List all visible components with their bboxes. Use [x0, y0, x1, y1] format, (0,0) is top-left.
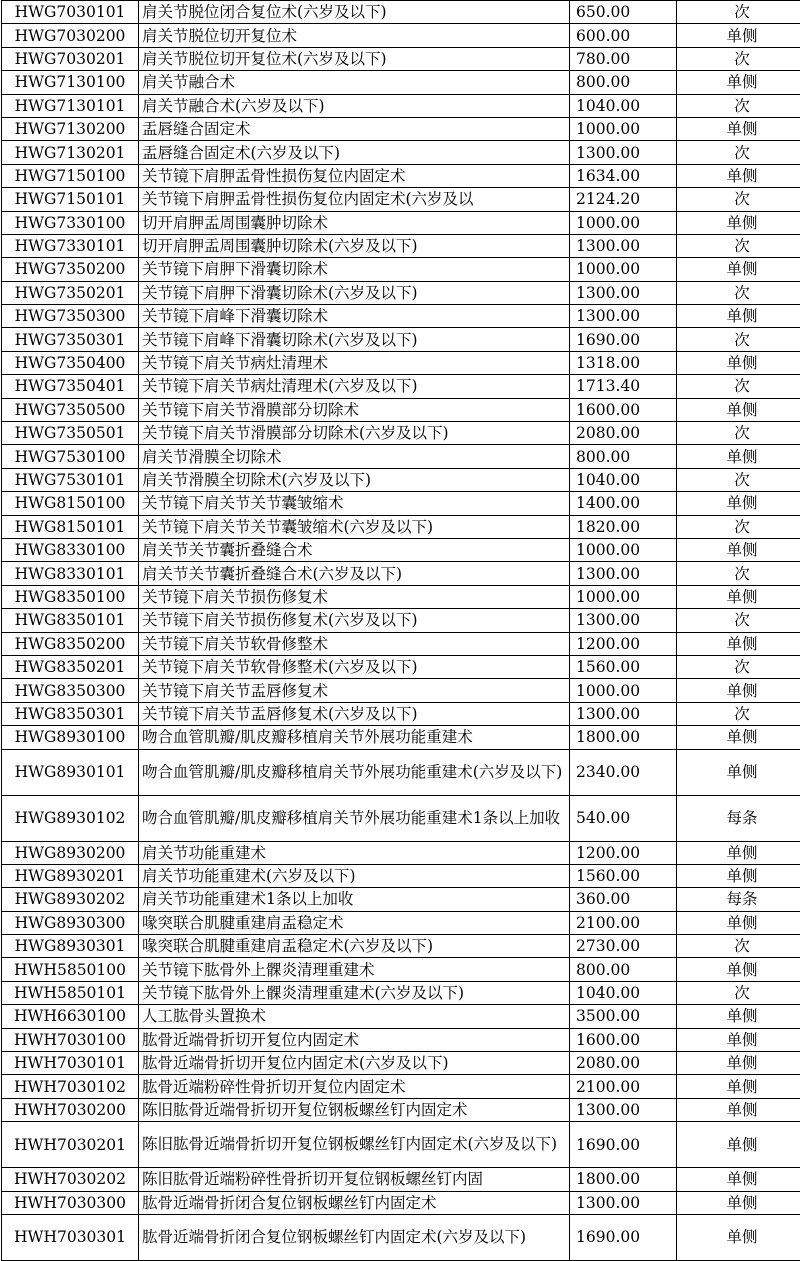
- item-code-cell: HWG8150100: [2, 492, 139, 515]
- item-name-cell: 关节镜下肩关节病灶清理术: [139, 351, 570, 374]
- item-name-cell: 喙突联合肌腱重建肩盂稳定术: [139, 911, 570, 934]
- item-code-cell: HWG7350300: [2, 305, 139, 328]
- item-code-cell: HWH7030100: [2, 1028, 139, 1051]
- item-price-cell: 1560.00: [570, 655, 677, 678]
- item-name-cell: 关节镜下肩关节滑膜部分切除术(六岁及以下): [139, 422, 570, 445]
- table-row: [2, 585, 800, 608]
- table-row: [2, 702, 800, 725]
- item-name-cell: 盂唇缝合固定术(六岁及以下): [139, 141, 570, 164]
- table-row: [2, 841, 800, 864]
- table-row: [2, 24, 800, 47]
- item-price-cell: 1820.00: [570, 515, 677, 538]
- item-unit-cell: 单侧: [677, 1168, 800, 1191]
- item-unit-cell: 每条: [677, 795, 800, 841]
- item-unit-cell: 次: [677, 422, 800, 445]
- item-unit-cell: 单侧: [677, 398, 800, 421]
- item-unit-cell: 每条: [677, 888, 800, 911]
- item-price-cell: 1000.00: [570, 211, 677, 234]
- item-code-cell: HWG8350101: [2, 609, 139, 632]
- item-unit-cell: 单侧: [677, 841, 800, 864]
- table-row: [2, 164, 800, 187]
- item-name-cell: 肱骨近端骨折闭合复位钢板螺丝钉内固定术: [139, 1191, 570, 1214]
- item-price-cell: 1000.00: [570, 538, 677, 561]
- item-name-cell: 关节镜下肩关节关节囊皱缩术(六岁及以下): [139, 515, 570, 538]
- item-name-cell: 切开肩胛盂周围囊肿切除术(六岁及以下): [139, 234, 570, 257]
- table-row: [2, 632, 800, 655]
- item-name-cell: 肱骨近端粉碎性骨折切开复位内固定术: [139, 1075, 570, 1098]
- item-code-cell: HWG8350300: [2, 679, 139, 702]
- item-code-cell: HWG8350201: [2, 655, 139, 678]
- item-unit-cell: 单侧: [677, 679, 800, 702]
- table-row: [2, 47, 800, 70]
- item-code-cell: HWH5850100: [2, 958, 139, 981]
- item-unit-cell: 次: [677, 94, 800, 117]
- item-price-cell: 1560.00: [570, 864, 677, 887]
- item-name-cell: 陈旧肱骨近端粉碎性骨折切开复位钢板螺丝钉内固: [139, 1168, 570, 1191]
- table-row: [2, 679, 800, 702]
- item-name-cell: 吻合血管肌瓣/肌皮瓣移植肩关节外展功能重建术1条以上加收: [139, 795, 570, 841]
- item-code-cell: HWH7030101: [2, 1052, 139, 1075]
- item-code-cell: HWH7030200: [2, 1098, 139, 1121]
- table-row: [2, 445, 800, 468]
- item-unit-cell: 次: [677, 935, 800, 958]
- item-unit-cell: 单侧: [677, 911, 800, 934]
- item-name-cell: 肩关节功能重建术: [139, 841, 570, 864]
- table-row: [2, 258, 800, 281]
- item-name-cell: 关节镜下肩关节软骨修整术(六岁及以下): [139, 655, 570, 678]
- item-price-cell: 800.00: [570, 71, 677, 94]
- item-unit-cell: 次: [677, 655, 800, 678]
- item-name-cell: 关节镜下肩关节损伤修复术: [139, 585, 570, 608]
- table-row: [2, 795, 800, 841]
- fee-table: [1, 0, 800, 1261]
- item-name-cell: 盂唇缝合固定术: [139, 117, 570, 140]
- item-price-cell: 800.00: [570, 445, 677, 468]
- table-row: [2, 515, 800, 538]
- item-name-cell: 肩关节滑膜全切除术(六岁及以下): [139, 468, 570, 491]
- table-row: [2, 864, 800, 887]
- item-name-cell: 关节镜下肩胛盂骨性损伤复位内固定术(六岁及以: [139, 188, 570, 211]
- item-unit-cell: 单侧: [677, 1122, 800, 1168]
- item-price-cell: 1300.00: [570, 281, 677, 304]
- item-unit-cell: 单侧: [677, 1214, 800, 1260]
- item-code-cell: HWG7350301: [2, 328, 139, 351]
- table-row: [2, 1098, 800, 1121]
- item-price-cell: 600.00: [570, 24, 677, 47]
- item-name-cell: 关节镜下肩关节病灶清理术(六岁及以下): [139, 375, 570, 398]
- table-row: [2, 492, 800, 515]
- item-code-cell: HWH7030102: [2, 1075, 139, 1098]
- item-unit-cell: 单侧: [677, 24, 800, 47]
- item-name-cell: 关节镜下肩胛盂骨性损伤复位内固定术: [139, 164, 570, 187]
- table-row: [2, 981, 800, 1004]
- item-code-cell: HWG7130101: [2, 94, 139, 117]
- item-unit-cell: 单侧: [677, 749, 800, 795]
- table-row: [2, 609, 800, 632]
- item-price-cell: 540.00: [570, 795, 677, 841]
- table-row: [2, 1052, 800, 1075]
- item-price-cell: 1300.00: [570, 1098, 677, 1121]
- item-name-cell: 肩关节功能重建术1条以上加收: [139, 888, 570, 911]
- item-code-cell: HWG7130201: [2, 141, 139, 164]
- item-unit-cell: 次: [677, 281, 800, 304]
- item-unit-cell: 次: [677, 515, 800, 538]
- item-name-cell: 肩关节关节囊折叠缝合术: [139, 538, 570, 561]
- item-price-cell: 1200.00: [570, 841, 677, 864]
- item-name-cell: 喙突联合肌腱重建肩盂稳定术(六岁及以下): [139, 935, 570, 958]
- table-row: [2, 71, 800, 94]
- table-row: [2, 1168, 800, 1191]
- item-price-cell: 2080.00: [570, 422, 677, 445]
- item-price-cell: 1000.00: [570, 258, 677, 281]
- item-unit-cell: 次: [677, 47, 800, 70]
- item-code-cell: HWH7030301: [2, 1214, 139, 1260]
- item-price-cell: 2080.00: [570, 1052, 677, 1075]
- item-price-cell: 1000.00: [570, 679, 677, 702]
- item-name-cell: 关节镜下肩关节滑膜部分切除术: [139, 398, 570, 421]
- table-row: [2, 398, 800, 421]
- item-price-cell: 2124.20: [570, 188, 677, 211]
- item-code-cell: HWG7030200: [2, 24, 139, 47]
- table-row: [2, 281, 800, 304]
- table-row: [2, 328, 800, 351]
- item-code-cell: HWG8330101: [2, 562, 139, 585]
- item-price-cell: 2100.00: [570, 1075, 677, 1098]
- item-price-cell: 2340.00: [570, 749, 677, 795]
- item-name-cell: 关节镜下肩胛下滑囊切除术: [139, 258, 570, 281]
- item-unit-cell: 单侧: [677, 864, 800, 887]
- item-unit-cell: 次: [677, 609, 800, 632]
- item-code-cell: HWG7330100: [2, 211, 139, 234]
- item-unit-cell: 单侧: [677, 1005, 800, 1028]
- item-code-cell: HWH7030202: [2, 1168, 139, 1191]
- table-row: [2, 562, 800, 585]
- item-code-cell: HWG7030101: [2, 1, 139, 24]
- table-row: [2, 749, 800, 795]
- item-code-cell: HWG8150101: [2, 515, 139, 538]
- item-name-cell: 肩关节脱位切开复位术: [139, 24, 570, 47]
- item-price-cell: 800.00: [570, 958, 677, 981]
- item-unit-cell: 单侧: [677, 632, 800, 655]
- item-name-cell: 关节镜下肩关节关节囊皱缩术: [139, 492, 570, 515]
- table-row: [2, 188, 800, 211]
- item-price-cell: 1040.00: [570, 94, 677, 117]
- item-price-cell: 1300.00: [570, 702, 677, 725]
- item-name-cell: 关节镜下肩关节软骨修整术: [139, 632, 570, 655]
- item-code-cell: HWG7350500: [2, 398, 139, 421]
- table-row: [2, 935, 800, 958]
- table-row: [2, 94, 800, 117]
- item-unit-cell: 单侧: [677, 1098, 800, 1121]
- table-row: [2, 211, 800, 234]
- item-unit-cell: 次: [677, 981, 800, 1004]
- table-row: [2, 468, 800, 491]
- item-price-cell: 1800.00: [570, 726, 677, 749]
- item-price-cell: 1300.00: [570, 141, 677, 164]
- item-name-cell: 肩关节功能重建术(六岁及以下): [139, 864, 570, 887]
- item-price-cell: 1200.00: [570, 632, 677, 655]
- item-name-cell: 关节镜下肩关节盂唇修复术(六岁及以下): [139, 702, 570, 725]
- item-unit-cell: 单侧: [677, 164, 800, 187]
- item-code-cell: HWG7350501: [2, 422, 139, 445]
- item-name-cell: 关节镜下肩峰下滑囊切除术: [139, 305, 570, 328]
- item-code-cell: HWG8930102: [2, 795, 139, 841]
- item-code-cell: HWG7350200: [2, 258, 139, 281]
- table-row: [2, 1005, 800, 1028]
- item-unit-cell: 单侧: [677, 1191, 800, 1214]
- item-code-cell: HWG8930200: [2, 841, 139, 864]
- item-price-cell: 1300.00: [570, 609, 677, 632]
- table-row: [2, 726, 800, 749]
- item-unit-cell: 次: [677, 468, 800, 491]
- item-unit-cell: 次: [677, 562, 800, 585]
- item-name-cell: 关节镜下肩关节盂唇修复术: [139, 679, 570, 702]
- item-code-cell: HWG7350401: [2, 375, 139, 398]
- item-unit-cell: 单侧: [677, 117, 800, 140]
- item-unit-cell: 次: [677, 1, 800, 24]
- item-name-cell: 陈旧肱骨近端骨折切开复位钢板螺丝钉内固定术(六岁及以下): [139, 1122, 570, 1168]
- item-code-cell: HWG7150101: [2, 188, 139, 211]
- item-name-cell: 肩关节脱位切开复位术(六岁及以下): [139, 47, 570, 70]
- item-unit-cell: 单侧: [677, 445, 800, 468]
- item-price-cell: 1634.00: [570, 164, 677, 187]
- fee-table-body: [2, 1, 800, 1261]
- item-price-cell: 1318.00: [570, 351, 677, 374]
- item-unit-cell: 单侧: [677, 538, 800, 561]
- item-unit-cell: 次: [677, 702, 800, 725]
- item-price-cell: 1040.00: [570, 468, 677, 491]
- item-code-cell: HWG8350200: [2, 632, 139, 655]
- item-code-cell: HWG8350301: [2, 702, 139, 725]
- item-unit-cell: 单侧: [677, 726, 800, 749]
- item-price-cell: 1000.00: [570, 117, 677, 140]
- table-row: [2, 911, 800, 934]
- item-price-cell: 780.00: [570, 47, 677, 70]
- table-row: [2, 538, 800, 561]
- item-code-cell: HWG8930202: [2, 888, 139, 911]
- item-unit-cell: 单侧: [677, 585, 800, 608]
- item-price-cell: 1300.00: [570, 1191, 677, 1214]
- item-code-cell: HWG7030201: [2, 47, 139, 70]
- item-price-cell: 360.00: [570, 888, 677, 911]
- item-name-cell: 吻合血管肌瓣/肌皮瓣移植肩关节外展功能重建术: [139, 726, 570, 749]
- item-name-cell: 肩关节脱位闭合复位术(六岁及以下): [139, 1, 570, 24]
- table-row: [2, 234, 800, 257]
- item-unit-cell: 次: [677, 188, 800, 211]
- item-name-cell: 切开肩胛盂周围囊肿切除术: [139, 211, 570, 234]
- item-price-cell: 2100.00: [570, 911, 677, 934]
- item-name-cell: 关节镜下肩胛下滑囊切除术(六岁及以下): [139, 281, 570, 304]
- item-code-cell: HWG7150100: [2, 164, 139, 187]
- item-price-cell: 1713.40: [570, 375, 677, 398]
- item-code-cell: HWH6630100: [2, 1005, 139, 1028]
- item-price-cell: 1300.00: [570, 562, 677, 585]
- item-unit-cell: 单侧: [677, 351, 800, 374]
- item-code-cell: HWG8330100: [2, 538, 139, 561]
- item-name-cell: 陈旧肱骨近端骨折切开复位钢板螺丝钉内固定术: [139, 1098, 570, 1121]
- item-price-cell: 1690.00: [570, 1214, 677, 1260]
- item-code-cell: HWG8350100: [2, 585, 139, 608]
- item-code-cell: HWG7130100: [2, 71, 139, 94]
- item-name-cell: 肩关节融合术: [139, 71, 570, 94]
- item-unit-cell: 单侧: [677, 71, 800, 94]
- item-price-cell: 1690.00: [570, 328, 677, 351]
- item-price-cell: 1800.00: [570, 1168, 677, 1191]
- table-row: [2, 1, 800, 24]
- item-unit-cell: 单侧: [677, 1052, 800, 1075]
- item-code-cell: HWG7330101: [2, 234, 139, 257]
- item-price-cell: 1600.00: [570, 1028, 677, 1051]
- table-row: [2, 117, 800, 140]
- item-code-cell: HWG8930301: [2, 935, 139, 958]
- table-row: [2, 1214, 800, 1260]
- table-row: [2, 958, 800, 981]
- item-name-cell: 关节镜下肩关节损伤修复术(六岁及以下): [139, 609, 570, 632]
- table-row: [2, 375, 800, 398]
- item-price-cell: 1600.00: [570, 398, 677, 421]
- item-price-cell: 1000.00: [570, 585, 677, 608]
- item-unit-cell: 单侧: [677, 1028, 800, 1051]
- item-code-cell: HWG8930201: [2, 864, 139, 887]
- item-name-cell: 人工肱骨头置换术: [139, 1005, 570, 1028]
- item-name-cell: 关节镜下肩峰下滑囊切除术(六岁及以下): [139, 328, 570, 351]
- item-price-cell: 1300.00: [570, 234, 677, 257]
- item-price-cell: 1040.00: [570, 981, 677, 1004]
- table-row: [2, 1122, 800, 1168]
- item-unit-cell: 次: [677, 234, 800, 257]
- item-unit-cell: 次: [677, 141, 800, 164]
- item-unit-cell: 单侧: [677, 211, 800, 234]
- item-price-cell: 1400.00: [570, 492, 677, 515]
- item-name-cell: 吻合血管肌瓣/肌皮瓣移植肩关节外展功能重建术(六岁及以下): [139, 749, 570, 795]
- item-code-cell: HWG8930100: [2, 726, 139, 749]
- item-code-cell: HWG8930101: [2, 749, 139, 795]
- item-unit-cell: 单侧: [677, 305, 800, 328]
- item-unit-cell: 单侧: [677, 258, 800, 281]
- item-code-cell: HWH7030300: [2, 1191, 139, 1214]
- item-name-cell: 关节镜下肱骨外上髁炎清理重建术(六岁及以下): [139, 981, 570, 1004]
- item-unit-cell: 单侧: [677, 492, 800, 515]
- item-code-cell: HWH7030201: [2, 1122, 139, 1168]
- item-name-cell: 关节镜下肱骨外上髁炎清理重建术: [139, 958, 570, 981]
- table-row: [2, 305, 800, 328]
- item-code-cell: HWG7350201: [2, 281, 139, 304]
- item-code-cell: HWG7350400: [2, 351, 139, 374]
- item-unit-cell: 单侧: [677, 958, 800, 981]
- item-price-cell: 1300.00: [570, 305, 677, 328]
- item-unit-cell: 次: [677, 328, 800, 351]
- item-name-cell: 肱骨近端骨折切开复位内固定术(六岁及以下): [139, 1052, 570, 1075]
- item-price-cell: 1690.00: [570, 1122, 677, 1168]
- item-name-cell: 肱骨近端骨折闭合复位钢板螺丝钉内固定术(六岁及以下): [139, 1214, 570, 1260]
- item-price-cell: 650.00: [570, 1, 677, 24]
- item-name-cell: 肱骨近端骨折切开复位内固定术: [139, 1028, 570, 1051]
- item-unit-cell: 次: [677, 375, 800, 398]
- item-code-cell: HWG8930300: [2, 911, 139, 934]
- item-code-cell: HWG7130200: [2, 117, 139, 140]
- table-row: [2, 422, 800, 445]
- item-unit-cell: 单侧: [677, 1075, 800, 1098]
- table-row: [2, 1028, 800, 1051]
- item-name-cell: 肩关节滑膜全切除术: [139, 445, 570, 468]
- table-row: [2, 141, 800, 164]
- table-row: [2, 1075, 800, 1098]
- item-price-cell: 3500.00: [570, 1005, 677, 1028]
- item-name-cell: 肩关节关节囊折叠缝合术(六岁及以下): [139, 562, 570, 585]
- item-code-cell: HWG7530100: [2, 445, 139, 468]
- item-code-cell: HWH5850101: [2, 981, 139, 1004]
- table-row: [2, 1191, 800, 1214]
- item-code-cell: HWG7530101: [2, 468, 139, 491]
- table-row: [2, 351, 800, 374]
- item-name-cell: 肩关节融合术(六岁及以下): [139, 94, 570, 117]
- table-row: [2, 888, 800, 911]
- item-price-cell: 2730.00: [570, 935, 677, 958]
- table-row: [2, 655, 800, 678]
